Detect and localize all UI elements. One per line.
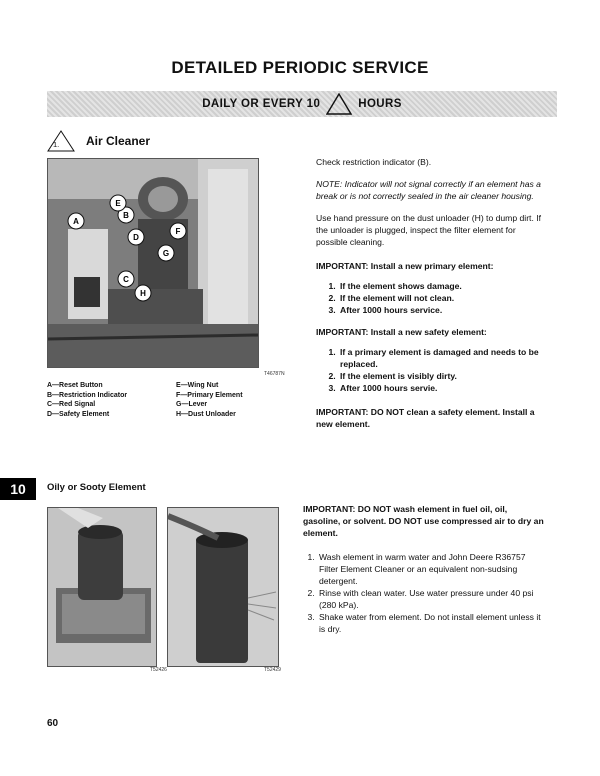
svg-text:A: A xyxy=(73,217,79,226)
primary-list xyxy=(316,280,542,316)
svg-text:H: H xyxy=(140,289,146,298)
wash-photo xyxy=(47,507,157,667)
legend-left xyxy=(47,381,127,419)
legend-item: A—Reset Button xyxy=(47,382,103,389)
air-cleaner-text xyxy=(316,156,542,430)
oily-warning: IMPORTANT: DO NOT wash element in fuel oil, oil, gasoline, or solvent. DO NOT use compressed air to dry an element. xyxy=(303,504,544,538)
list-item: 1. If a primary element is damaged and needs to be replaced. xyxy=(338,346,542,370)
rinse-photo-code: T52429 xyxy=(264,667,281,673)
legend-item: C—Red Signal xyxy=(47,401,96,408)
wash-photo-code: T52426 xyxy=(150,667,167,673)
list-item: 1. Wash element in warm water and John Deere R36757 Filter Element Cleaner or an equivalent non-sudsing detergent. xyxy=(317,551,545,587)
primary-heading: IMPORTANT: Install a new primary element: xyxy=(316,261,494,271)
list-item: 2. If the element is visibly dirty. xyxy=(338,370,542,382)
list-item: 3. Shake water from element. Do not install element unless it is dry. xyxy=(317,611,545,635)
oily-text xyxy=(303,503,545,635)
air-cleaner-heading: Air Cleaner xyxy=(86,134,151,148)
list-item: 3. After 1000 hours service. xyxy=(338,304,542,316)
page-title: DETAILED PERIODIC SERVICE xyxy=(171,58,429,77)
rinse-photo xyxy=(167,507,279,667)
svg-text:C: C xyxy=(123,275,129,284)
legend-item: H—Dust Unloader xyxy=(176,410,236,418)
svg-text:B: B xyxy=(123,211,129,220)
interval-band-right: HOURS xyxy=(358,98,402,110)
check-text: Check restriction indicator (B). xyxy=(316,157,432,167)
list-item: 3. After 1000 hours servie. xyxy=(338,382,542,394)
svg-text:G: G xyxy=(162,249,170,258)
air-cleaner-photo-code: T46787N xyxy=(264,371,285,377)
svg-text:E: E xyxy=(115,199,121,208)
oily-steps xyxy=(303,551,545,635)
hand-pressure-text: Use hand pressure on the dust unloader (H) to dump dirt. If the unloader is plugged, inspect the filter element for possible cleaning. xyxy=(316,213,541,247)
list-item: 2. If the element will not clean. xyxy=(338,292,542,304)
interval-triangle-icon xyxy=(326,93,352,115)
do-not-clean-text: IMPORTANT: DO NOT clean a safety element. Install a new element. xyxy=(316,407,535,429)
legend-item: B—Restriction Indicator xyxy=(47,391,128,399)
note-text: NOTE: Indicator will not signal correctly if an element has a break or is not correctly sealed in the air cleaner housing. xyxy=(316,179,541,201)
legend-item: D—Safety Element xyxy=(47,410,110,418)
legend-item: G—Lever xyxy=(176,401,208,408)
interval-band-left: DAILY OR EVERY 10 xyxy=(202,98,321,110)
legend-item: E—Wing Nut xyxy=(176,382,219,389)
safety-list xyxy=(316,346,542,394)
svg-text:D: D xyxy=(133,233,139,242)
list-item: 2. Rinse with clean water. Use water pressure under 40 psi (280 kPa). xyxy=(317,587,545,611)
list-item: 1. If the element shows damage. xyxy=(338,280,542,292)
legend-right xyxy=(176,381,243,419)
interval-band xyxy=(47,91,557,117)
step-number: 1. xyxy=(53,140,60,149)
oily-heading: Oily or Sooty Element xyxy=(47,482,146,493)
air-cleaner-photo xyxy=(47,158,259,368)
legend-item: F—Primary Element xyxy=(176,391,243,399)
section-tab: 10 xyxy=(0,478,36,500)
step-triangle-icon xyxy=(47,130,75,152)
svg-text:F: F xyxy=(175,227,181,236)
page-number: 60 xyxy=(47,718,59,729)
safety-heading: IMPORTANT: Install a new safety element: xyxy=(316,327,487,337)
